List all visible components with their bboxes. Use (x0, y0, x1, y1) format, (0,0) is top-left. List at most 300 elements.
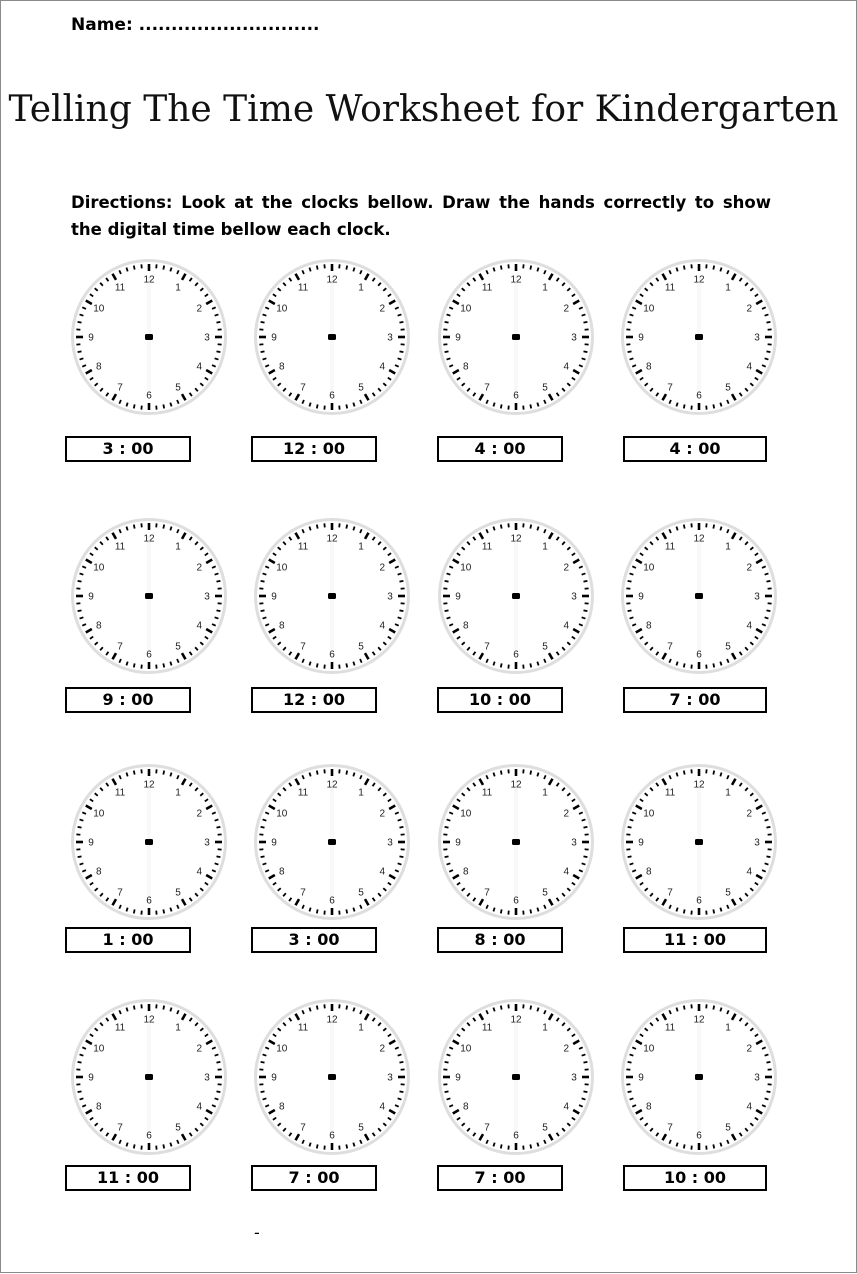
clock-numeral: 5 (358, 383, 364, 394)
analog-clock-face[interactable] (69, 762, 229, 922)
digital-time-box: 7 : 00 (251, 1165, 377, 1191)
minute-tick (676, 908, 677, 912)
minute-tick (628, 856, 632, 857)
minute-tick (163, 404, 164, 408)
clock-numeral: 4 (196, 621, 202, 632)
analog-clock-face[interactable] (252, 997, 412, 1157)
analog-clock-face[interactable] (436, 997, 596, 1157)
clock-numeral: 2 (563, 1044, 569, 1055)
clock-numeral: 11 (665, 282, 676, 293)
digital-time-box: 12 : 00 (251, 687, 377, 713)
minute-tick (346, 1006, 347, 1010)
minute-tick (126, 1008, 127, 1012)
clock-numeral: 7 (117, 888, 123, 899)
clock-numeral: 1 (542, 282, 548, 293)
clock-numeral: 9 (88, 333, 94, 344)
clock-numeral: 7 (117, 642, 123, 653)
clock-numeral: 3 (387, 1073, 393, 1084)
clock-numeral: 7 (300, 1123, 306, 1134)
clock-numeral: 6 (696, 1131, 702, 1142)
minute-tick (399, 1091, 403, 1092)
minute-tick (582, 819, 586, 820)
minute-tick (317, 1144, 318, 1148)
minute-tick (447, 1054, 451, 1055)
clock-numeral: 3 (387, 333, 393, 344)
minute-tick (309, 1143, 310, 1147)
clock-numeral: 10 (643, 1044, 655, 1055)
minute-tick (317, 663, 318, 667)
clock-numeral: 1 (725, 1022, 731, 1033)
clock-numeral: 12 (143, 1015, 155, 1026)
analog-clock-face[interactable] (619, 762, 779, 922)
clock-numeral: 6 (329, 391, 335, 402)
minute-tick (676, 773, 677, 777)
clock-numeral: 10 (93, 563, 105, 574)
clock-numeral: 1 (175, 282, 181, 293)
minute-tick (501, 1144, 502, 1148)
minute-tick (684, 404, 685, 408)
clock-center-hub (695, 1074, 703, 1080)
minute-tick (713, 663, 714, 667)
minute-tick (78, 322, 82, 323)
clock-center-hub (145, 839, 153, 845)
clock-numeral: 7 (484, 383, 490, 394)
clock-numeral: 10 (276, 563, 288, 574)
minute-tick (676, 662, 677, 666)
analog-clock-face[interactable] (252, 257, 412, 417)
clock-numeral: 8 (279, 362, 285, 373)
digital-time-box: 10 : 00 (623, 1165, 767, 1191)
minute-tick (261, 827, 265, 828)
clock-numeral: 1 (542, 541, 548, 552)
clock-numeral: 4 (746, 867, 752, 878)
clock-numeral: 5 (175, 1123, 181, 1134)
minute-tick (353, 268, 354, 272)
minute-tick (261, 856, 265, 857)
clock-numeral: 7 (300, 888, 306, 899)
minute-tick (582, 573, 586, 574)
minute-tick (215, 617, 219, 618)
minute-tick (765, 617, 769, 618)
minute-tick (263, 1098, 267, 1099)
minute-tick (263, 863, 267, 864)
minute-tick (346, 525, 347, 529)
minute-tick (170, 908, 171, 912)
clock-numeral: 4 (746, 362, 752, 373)
clock-center-hub (328, 593, 336, 599)
clock-numeral: 11 (665, 787, 676, 798)
analog-clock-face[interactable] (69, 257, 229, 417)
name-field-label: Name: ............................ (71, 15, 319, 35)
clock-numeral: 4 (379, 362, 385, 373)
clock-numeral: 12 (143, 275, 155, 286)
clock-center-hub (695, 334, 703, 340)
minute-tick (317, 771, 318, 775)
minute-tick (684, 663, 685, 667)
minute-tick (501, 525, 502, 529)
minute-tick (80, 617, 84, 618)
clock-numeral: 1 (358, 787, 364, 798)
minute-tick (163, 663, 164, 667)
clock-numeral: 6 (146, 1131, 152, 1142)
minute-tick (676, 1008, 677, 1012)
clock-numeral: 5 (175, 383, 181, 394)
minute-tick (317, 1006, 318, 1010)
minute-tick (346, 909, 347, 913)
clock-numeral: 6 (696, 391, 702, 402)
minute-tick (309, 773, 310, 777)
clock-numeral: 10 (460, 1044, 472, 1055)
minute-tick (501, 404, 502, 408)
clock-center-hub (512, 334, 520, 340)
minute-tick (582, 358, 586, 359)
minute-tick (215, 1098, 219, 1099)
analog-clock-face[interactable] (436, 762, 596, 922)
minute-tick (163, 266, 164, 270)
minute-tick (493, 773, 494, 777)
analog-clock-face[interactable] (436, 257, 596, 417)
minute-tick (216, 1062, 220, 1063)
minute-tick (766, 610, 770, 611)
minute-tick (78, 1062, 82, 1063)
clock-numeral: 8 (463, 362, 469, 373)
minute-tick (684, 266, 685, 270)
minute-tick (78, 351, 82, 352)
clock-numeral: 10 (276, 304, 288, 315)
minute-tick (263, 314, 267, 315)
clock-numeral: 5 (358, 642, 364, 653)
clock-numeral: 2 (563, 809, 569, 820)
minute-tick (684, 525, 685, 529)
clock-numeral: 9 (271, 1073, 277, 1084)
minute-tick (398, 1098, 402, 1099)
analog-clock-face[interactable] (619, 516, 779, 676)
clock-numeral: 6 (329, 650, 335, 661)
minute-tick (676, 403, 677, 407)
minute-tick (583, 1062, 587, 1063)
clock-center-hub (328, 334, 336, 340)
minute-tick (263, 617, 267, 618)
minute-tick (628, 1062, 632, 1063)
minute-tick (399, 1062, 403, 1063)
minute-tick (80, 1054, 84, 1055)
clock-numeral: 10 (643, 809, 655, 820)
clock-numeral: 8 (646, 867, 652, 878)
clock-numeral: 1 (725, 282, 731, 293)
minute-tick (134, 909, 135, 913)
clock-numeral: 10 (93, 304, 105, 315)
minute-tick (126, 662, 127, 666)
minute-tick (80, 314, 84, 315)
minute-tick (537, 1008, 538, 1012)
minute-tick (766, 351, 770, 352)
clock-numeral: 3 (571, 1073, 577, 1084)
minute-tick (720, 908, 721, 912)
minute-tick (445, 351, 449, 352)
clock-numeral: 5 (175, 642, 181, 653)
clock-numeral: 8 (279, 867, 285, 878)
minute-tick (134, 266, 135, 270)
clock-numeral: 5 (725, 888, 731, 899)
clock-numeral: 11 (665, 541, 676, 552)
digital-time-box: 11 : 00 (65, 1165, 191, 1191)
clock-center-hub (695, 839, 703, 845)
minute-tick (684, 771, 685, 775)
clock-numeral: 4 (379, 867, 385, 878)
analog-clock-face[interactable] (619, 257, 779, 417)
minute-tick (582, 863, 586, 864)
minute-tick (261, 1091, 265, 1092)
minute-tick (537, 773, 538, 777)
minute-tick (630, 1098, 634, 1099)
minute-tick (309, 268, 310, 272)
minute-tick (493, 908, 494, 912)
minute-tick (261, 351, 265, 352)
clock-numeral: 12 (693, 275, 705, 286)
clock-numeral: 9 (638, 1073, 644, 1084)
clock-numeral: 5 (725, 383, 731, 394)
minute-tick (583, 1091, 587, 1092)
digital-time-box: 12 : 00 (251, 436, 377, 462)
minute-tick (713, 525, 714, 529)
clock-numeral: 8 (96, 1102, 102, 1113)
clock-numeral: 2 (196, 304, 202, 315)
minute-tick (583, 610, 587, 611)
minute-tick (170, 662, 171, 666)
clock-numeral: 12 (143, 534, 155, 545)
clock-numeral: 2 (746, 304, 752, 315)
digital-time-box: 11 : 00 (623, 927, 767, 953)
clock-numeral: 8 (279, 1102, 285, 1113)
minute-tick (713, 1006, 714, 1010)
clock-numeral: 6 (146, 391, 152, 402)
minute-tick (317, 266, 318, 270)
clock-numeral: 9 (271, 592, 277, 603)
clock-numeral: 3 (571, 592, 577, 603)
clock-numeral: 6 (513, 1131, 519, 1142)
minute-tick (263, 358, 267, 359)
clock-numeral: 4 (563, 621, 569, 632)
clock-numeral: 8 (96, 867, 102, 878)
minute-tick (628, 610, 632, 611)
minute-tick (170, 773, 171, 777)
worksheet-title: Telling The Time Worksheet for Kindergarten (1, 89, 846, 130)
minute-tick (126, 1143, 127, 1147)
clock-numeral: 4 (563, 867, 569, 878)
minute-tick (126, 908, 127, 912)
clock-numeral: 12 (693, 534, 705, 545)
minute-tick (346, 663, 347, 667)
analog-clock-face[interactable] (252, 516, 412, 676)
clock-numeral: 1 (725, 787, 731, 798)
minute-tick (78, 610, 82, 611)
clock-numeral: 5 (358, 888, 364, 899)
minute-tick (215, 573, 219, 574)
minute-tick (215, 819, 219, 820)
clock-numeral: 11 (298, 541, 309, 552)
clock-numeral: 1 (358, 541, 364, 552)
clock-numeral: 9 (455, 333, 461, 344)
clock-numeral: 7 (667, 642, 673, 653)
minute-tick (445, 322, 449, 323)
minute-tick (263, 573, 267, 574)
minute-tick (765, 863, 769, 864)
clock-numeral: 12 (693, 780, 705, 791)
clock-numeral: 9 (88, 838, 94, 849)
analog-clock-face[interactable] (69, 516, 229, 676)
minute-tick (445, 610, 449, 611)
clock-numeral: 3 (754, 333, 760, 344)
clock-numeral: 11 (115, 787, 126, 798)
clock-numeral: 2 (563, 563, 569, 574)
minute-tick (398, 358, 402, 359)
minute-tick (353, 908, 354, 912)
clock-numeral: 9 (88, 592, 94, 603)
minute-tick (170, 527, 171, 531)
clock-numeral: 7 (667, 888, 673, 899)
minute-tick (582, 617, 586, 618)
clock-numeral: 8 (96, 362, 102, 373)
minute-tick (445, 827, 449, 828)
minute-tick (346, 404, 347, 408)
minute-tick (530, 909, 531, 913)
clock-center-hub (512, 593, 520, 599)
minute-tick (766, 827, 770, 828)
clock-numeral: 3 (387, 838, 393, 849)
minute-tick (765, 573, 769, 574)
minute-tick (346, 771, 347, 775)
clock-numeral: 2 (196, 1044, 202, 1055)
minute-tick (216, 827, 220, 828)
minute-tick (530, 663, 531, 667)
minute-tick (630, 314, 634, 315)
minute-tick (215, 314, 219, 315)
minute-tick (215, 863, 219, 864)
minute-tick (216, 610, 220, 611)
minute-tick (630, 819, 634, 820)
clock-numeral: 12 (510, 534, 522, 545)
minute-tick (216, 351, 220, 352)
minute-tick (720, 527, 721, 531)
clock-numeral: 12 (693, 1015, 705, 1026)
minute-tick (445, 1091, 449, 1092)
minute-tick (493, 268, 494, 272)
minute-tick (215, 358, 219, 359)
minute-tick (447, 1098, 451, 1099)
clock-numeral: 4 (196, 362, 202, 373)
minute-tick (78, 1091, 82, 1092)
minute-tick (353, 403, 354, 407)
minute-tick (80, 1098, 84, 1099)
clock-center-hub (695, 593, 703, 599)
minute-tick (583, 322, 587, 323)
clock-numeral: 4 (196, 1102, 202, 1113)
clock-numeral: 10 (460, 304, 472, 315)
minute-tick (261, 610, 265, 611)
clock-numeral: 7 (300, 642, 306, 653)
digital-time-box: 10 : 00 (437, 687, 563, 713)
clock-numeral: 2 (563, 304, 569, 315)
clock-numeral: 5 (358, 1123, 364, 1134)
minute-tick (216, 581, 220, 582)
clock-numeral: 4 (379, 1102, 385, 1113)
minute-tick (684, 1144, 685, 1148)
minute-tick (163, 771, 164, 775)
minute-tick (530, 404, 531, 408)
minute-tick (501, 266, 502, 270)
minute-tick (628, 351, 632, 352)
analog-clock-face[interactable] (436, 516, 596, 676)
minute-tick (163, 1144, 164, 1148)
clock-center-hub (512, 1074, 520, 1080)
minute-tick (493, 403, 494, 407)
clock-numeral: 11 (298, 787, 309, 798)
minute-tick (501, 663, 502, 667)
minute-tick (447, 314, 451, 315)
minute-tick (493, 1008, 494, 1012)
minute-tick (309, 403, 310, 407)
clock-numeral: 12 (326, 1015, 338, 1026)
minute-tick (765, 314, 769, 315)
minute-tick (261, 581, 265, 582)
minute-tick (216, 322, 220, 323)
clock-numeral: 3 (571, 333, 577, 344)
minute-tick (720, 1008, 721, 1012)
clock-numeral: 6 (513, 896, 519, 907)
clock-numeral: 11 (665, 1022, 676, 1033)
minute-tick (126, 527, 127, 531)
minute-tick (317, 525, 318, 529)
minute-tick (720, 403, 721, 407)
minute-tick (720, 268, 721, 272)
clock-numeral: 3 (204, 592, 210, 603)
clock-numeral: 2 (379, 563, 385, 574)
minute-tick (630, 617, 634, 618)
minute-tick (445, 581, 449, 582)
clock-numeral: 8 (463, 621, 469, 632)
minute-tick (630, 863, 634, 864)
clock-center-hub (145, 334, 153, 340)
minute-tick (398, 819, 402, 820)
clock-numeral: 3 (204, 838, 210, 849)
minute-tick (445, 1062, 449, 1063)
minute-tick (134, 663, 135, 667)
minute-tick (353, 527, 354, 531)
minute-tick (766, 322, 770, 323)
analog-clock-face[interactable] (619, 997, 779, 1157)
minute-tick (399, 610, 403, 611)
clock-numeral: 2 (196, 809, 202, 820)
minute-tick (530, 266, 531, 270)
clock-center-hub (145, 593, 153, 599)
minute-tick (630, 573, 634, 574)
clock-numeral: 11 (298, 282, 309, 293)
clock-numeral: 11 (482, 282, 493, 293)
clock-numeral: 11 (482, 541, 493, 552)
minute-tick (447, 819, 451, 820)
minute-tick (80, 573, 84, 574)
minute-tick (398, 314, 402, 315)
minute-tick (537, 662, 538, 666)
clock-numeral: 2 (746, 563, 752, 574)
digital-time-box: 9 : 00 (65, 687, 191, 713)
clock-numeral: 4 (563, 1102, 569, 1113)
clock-numeral: 10 (276, 1044, 288, 1055)
minute-tick (398, 863, 402, 864)
analog-clock-face[interactable] (252, 762, 412, 922)
minute-tick (215, 1054, 219, 1055)
analog-clock-face[interactable] (69, 997, 229, 1157)
